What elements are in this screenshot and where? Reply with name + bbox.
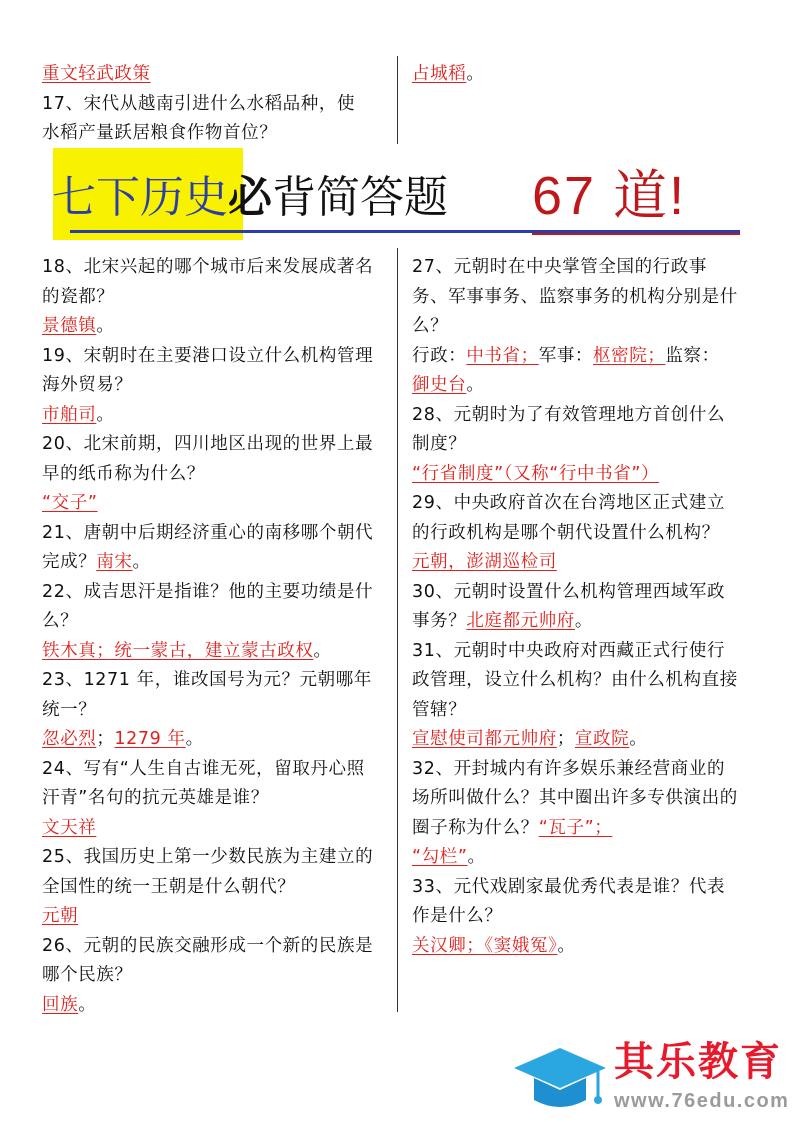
answer-26: 回族 <box>42 994 79 1015</box>
answer-row-33: 关汉卿；《窦娥冤》。 <box>412 935 576 956</box>
answer-18: 景德镇 <box>42 316 97 336</box>
brand-url: www.76edu.com <box>614 1090 790 1112</box>
column-divider <box>397 248 398 1012</box>
answer-32a: “瓦子”； <box>538 817 613 838</box>
question-22: 22、成吉思汗是指谁？他的主要功绩是什么？ <box>42 581 374 631</box>
question-30: 30、元朝时设置什么机构管理西域军政事务？北庭都元帅府。 <box>412 581 726 631</box>
top-column-divider <box>397 56 398 144</box>
answer-29: 元朝，澎湖巡检司 <box>412 552 557 572</box>
answer-row-28 <box>412 460 742 490</box>
answer-row-29 <box>412 548 742 578</box>
question-21: 21、唐朝中后期经济重心的南移哪个朝代完成？南宋。 <box>42 522 374 572</box>
answer-27c: 御史台 <box>412 375 467 395</box>
top-left-fragment <box>42 60 372 149</box>
question-23: 23、1271 年，谁改国号为元？元朝哪年统一？ <box>42 670 372 720</box>
answer-row-18: 景德镇。 <box>42 316 115 336</box>
answer-27a: 中书省； <box>466 345 539 366</box>
answer-33: 关汉卿；《窦娥冤》 <box>412 935 558 956</box>
answer-23b: 1279 年 <box>114 729 186 749</box>
answer-row-22: 铁木真；统一蒙古，建立蒙古政权。 <box>42 640 332 661</box>
answer-row-31: 宣慰使司都元帅府；宣政院。 <box>412 729 648 749</box>
question-31: 31、元朝时中央政府对西藏正式行使行政管理，设立什么机构？由什么机构直接管辖？ <box>412 640 738 720</box>
answer-row-26: 回族。 <box>42 994 97 1015</box>
answer-24: 文天祥 <box>42 817 97 838</box>
question-28: 28、元朝时为了有效管理地方首创什么制度？ <box>412 404 726 454</box>
answer-25: 元朝 <box>42 906 79 926</box>
answer-row-32: “勾栏”。 <box>412 847 486 867</box>
question-32: 32、开封城内有许多娱乐兼经营商业的场所叫做什么？其中圈出许多专供演出的圈子称为什么？“瓦子”； <box>412 758 738 838</box>
answer-row-24 <box>42 814 378 844</box>
question-24: 24、写有“人生自古谁无死，留取丹心照汗青”名句的抗元英雄是谁？ <box>42 758 365 808</box>
question-19: 19、宋朝时在主要港口设立什么机构管理海外贸易？ <box>42 345 374 395</box>
answer-31a: 宣慰使司都元帅府 <box>412 729 557 749</box>
answer-row-25 <box>42 902 378 932</box>
top-right-fragment: 占城稻。 <box>412 64 485 84</box>
left-column <box>42 253 378 1020</box>
answer-31b: 宣政院 <box>574 729 630 749</box>
title-count: 67 道! <box>532 166 687 226</box>
question-17: 17、宋代从越南引进什么水稻品种，使水稻产量跃居粮食作物首位？ <box>42 93 356 143</box>
answer-20: “交子” <box>42 493 98 513</box>
question-20: 20、北宋前期，四川地区出现的世界上最早的纸币称为什么？ <box>42 434 374 484</box>
answer-19: 市舶司 <box>42 404 97 425</box>
answer-16: 重文轻武政策 <box>42 64 151 84</box>
question-29: 29、中央政府首次在台湾地区正式建立的行政机构是哪个朝代设置什么机构？ <box>412 493 726 543</box>
answer-row-27c: 御史台。 <box>412 375 485 395</box>
question-33: 33、元代戏剧家最优秀代表是谁？代表作是什么？ <box>412 876 726 926</box>
answer-17: 占城稻 <box>412 64 467 84</box>
answer-row-23: 忽必烈；1279 年。 <box>42 729 204 749</box>
answer-27b: 枢密院； <box>593 345 666 366</box>
right-column <box>412 253 742 961</box>
question-27: 27、元朝时在中央掌管全国的行政事务、军事事务、监察事务的机构分别是什么？ <box>412 257 738 336</box>
answer-23a: 忽必烈 <box>42 729 97 749</box>
brand-logo-text: 其乐教育 <box>614 1039 782 1085</box>
page-title: 七下历史必背简答题 <box>52 172 448 223</box>
title-rule-red <box>532 233 740 235</box>
answer-row-19: 市舶司。 <box>42 404 115 425</box>
answer-row-20 <box>42 489 378 519</box>
answer-32b: “勾栏” <box>412 847 468 867</box>
answer-28: “行省制度”（又称“行中书省”） <box>412 463 660 484</box>
answer-30: 北庭都元帅府 <box>466 611 575 631</box>
question-26: 26、元朝的民族交融形成一个新的民族是哪个民族？ <box>42 935 374 985</box>
answer-21: 南宋 <box>96 552 133 572</box>
question-25: 25、我国历史上第一少数民族为主建立的全国性的统一王朝是什么朝代？ <box>42 847 374 897</box>
answer-row-27: 行政：中书省；军事：枢密院；监察： <box>412 345 720 366</box>
question-18: 18、北宋兴起的哪个城市后来发展成著名的瓷都？ <box>42 257 374 307</box>
answer-22: 铁木真；统一蒙古，建立蒙古政权 <box>42 640 314 661</box>
